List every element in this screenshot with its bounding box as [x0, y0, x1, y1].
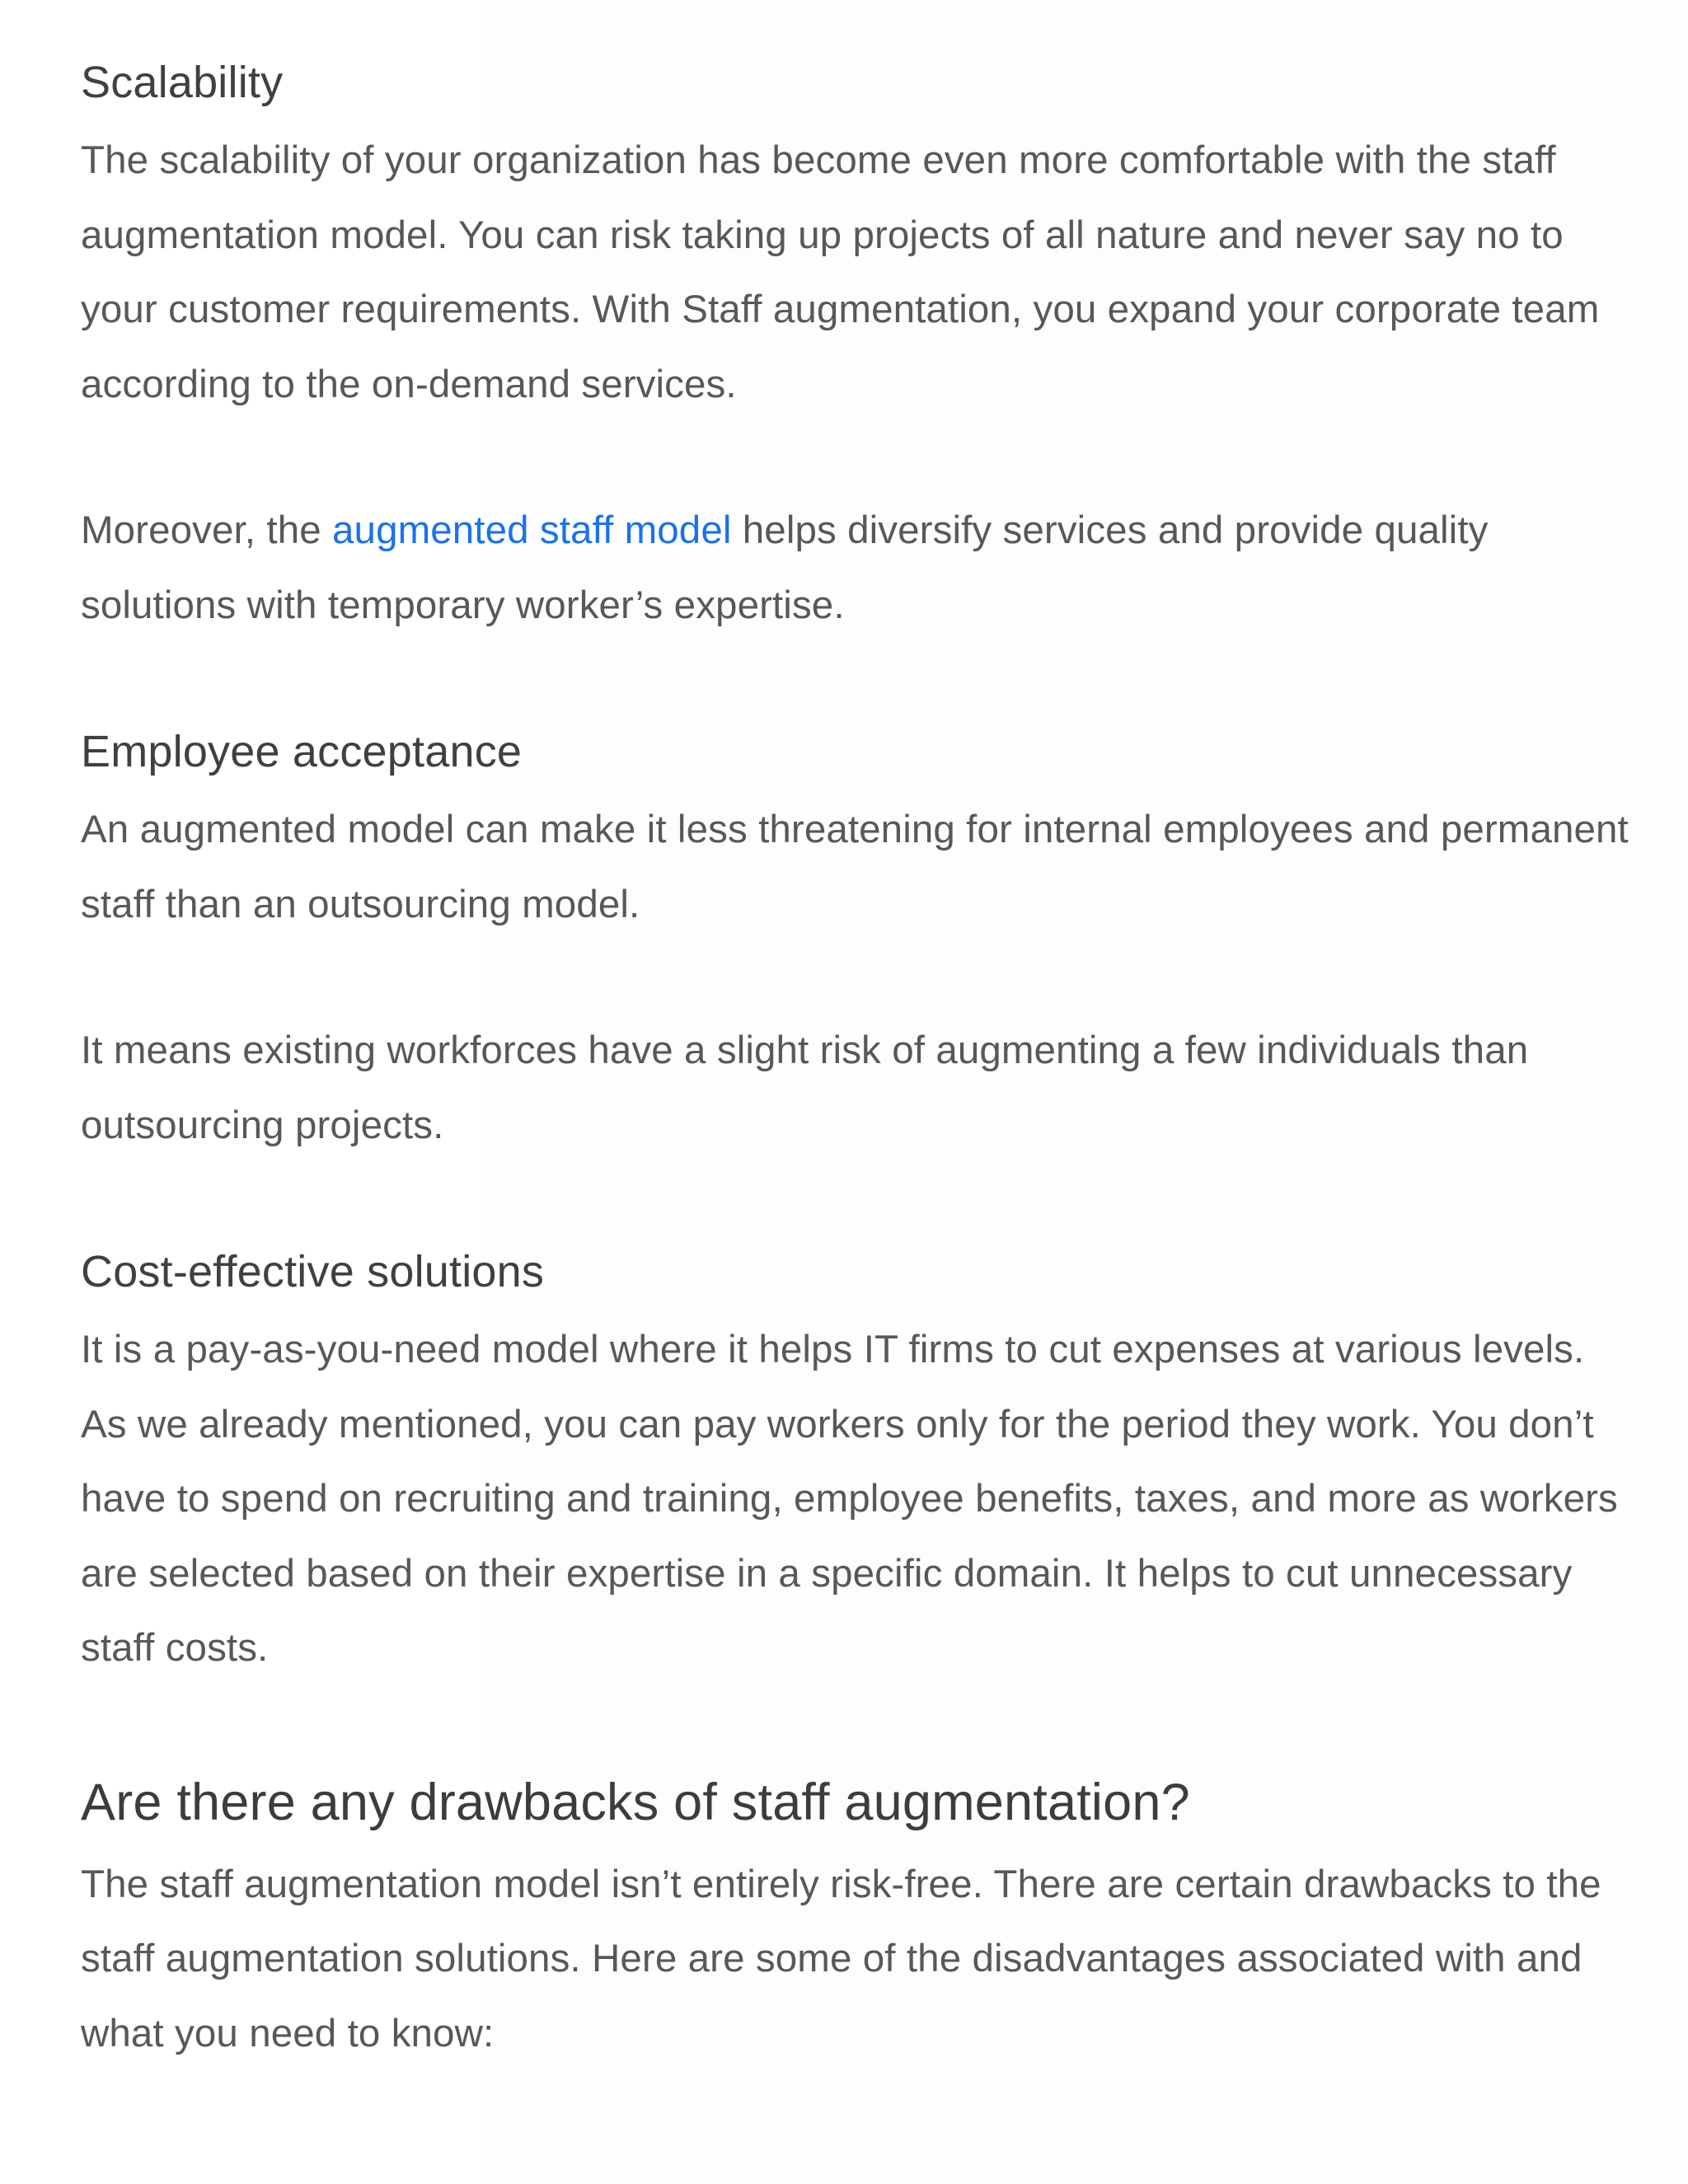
- section-heading-drawbacks: Are there any drawbacks of staff augmentation?: [81, 1773, 1190, 1831]
- section-heading-cost-effective: Cost-effective solutions: [81, 1247, 545, 1296]
- section-heading-employee-acceptance: Employee acceptance: [81, 727, 523, 776]
- augmented-staff-model-link[interactable]: augmented staff model: [332, 509, 732, 552]
- article-body: [81, 49, 1630, 2071]
- drawbacks-paragraph: The staff augmentation model isn’t entirely risk-free. There are certain drawbacks to the staff augmentation solutions. Here are some of the disadvantages associated with and what you need to know:: [81, 1862, 1601, 2055]
- employee-acceptance-paragraph-2: It means existing workforces have a slight risk of augmenting a few individuals than outsourcing projects.: [81, 1029, 1529, 1147]
- section-heading-scalability: Scalability: [81, 58, 284, 107]
- scalability-paragraph: The scalability of your organization has become even more comfortable with the staff augmentation model. You can risk taking up projects of all nature and never say no to your customer requirements. With Staff augmentation, you expand your corporate team according to the on-demand services.: [81, 138, 1600, 406]
- paragraph-text-after-link: helps diversify services and provide quality solutions with temporary worker’s expertise.: [81, 509, 1489, 627]
- paragraph-text-before-link: Moreover, the: [81, 509, 333, 552]
- cost-effective-paragraph: It is a pay-as-you-need model where it helps IT firms to cut expenses at various levels. As we already mentioned, you can pay workers only for the period they work. You don’t have to spend on recruiting and training, employee benefits, taxes, and more as workers are selected based on their expertise in a specific domain. It helps to cut unnecessary staff costs.: [81, 1328, 1618, 1670]
- scalability-paragraph-2: [81, 494, 1630, 643]
- employee-acceptance-paragraph: An augmented model can make it less threatening for internal employees and permanent staff than an outsourcing model.: [81, 808, 1629, 926]
